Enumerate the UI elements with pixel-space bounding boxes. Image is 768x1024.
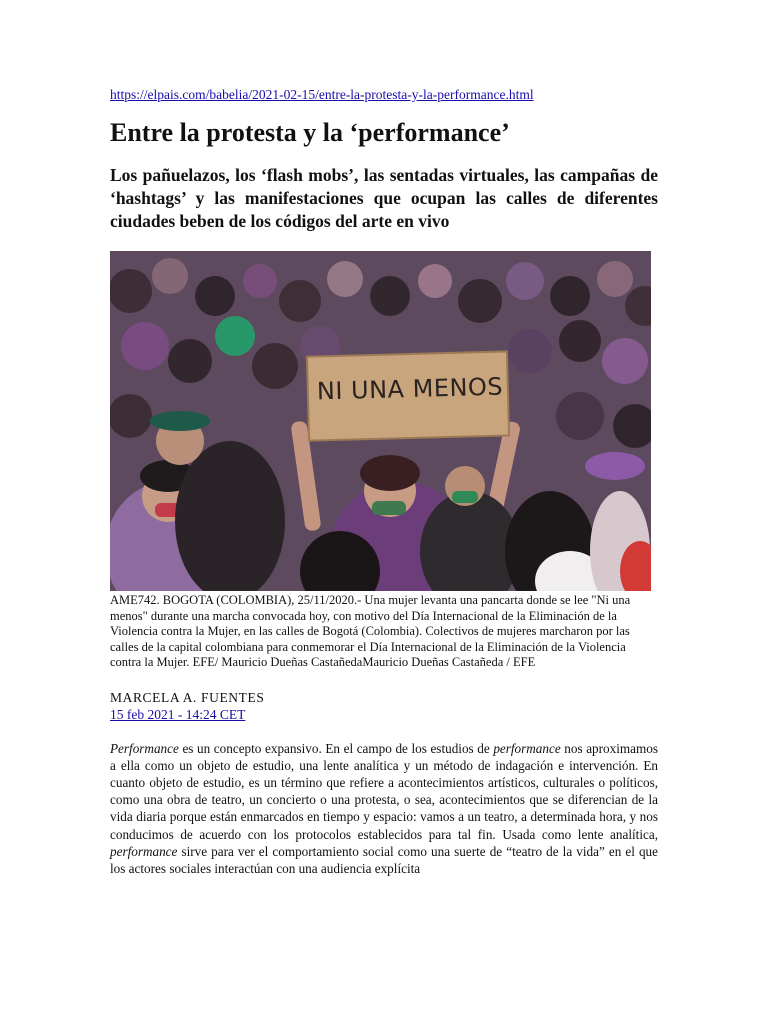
- sign-text: NI UNA MENOS: [316, 372, 504, 406]
- body-emphasis: performance: [110, 843, 178, 859]
- photo-caption: AME742. BOGOTA (COLOMBIA), 25/11/2020.- Una mujer levanta una pancarta donde se lee "Ni una menos" durante una marcha convocada hoy, con motivo del Día Internacional de la Eliminación de la Violencia contra la Mujer, en las calles de Bogotá (Colombia). Colectivos de mujeres marcharon por las calles de la capital colombiana para conmemorar el Día Internacional de la Eliminación de la Violencia contra la Mujer. EFE/ Mauricio Dueñas CastañedaMauricio Dueñas Castañeda / EFE: [110, 593, 631, 669]
- source-url-link[interactable]: https://elpais.com/babelia/2021-02-15/entre-la-protesta-y-la-performance.html: [110, 87, 534, 102]
- article-body-paragraph: [110, 740, 658, 878]
- body-text-segment: es un concepto expansivo. En el campo de los estudios de: [178, 740, 494, 756]
- body-text-segment: nos aproximamos a ella como un objeto de estudio, una lente analítica y un método de indagación e intervención. En cuanto objeto de estudio, es un término que refiere a acontecimientos artísticos, culturales o políticos, como una obra de teatro, un concierto o una protesta, o sea, acontecimientos que se diferencian de la vida diaria porque están enmarcados en tiempo y espacio: vamos a un teatro, a determinada hora, y nos conducimos de acuerdo con los protocolos establecidos para tal fin. Usada como lente analítica,: [110, 740, 658, 842]
- body-emphasis: performance: [493, 740, 561, 756]
- protest-crowd-image: [110, 251, 651, 591]
- author-name: MARCELA A. FUENTES: [110, 689, 265, 705]
- article-title: Entre la protesta y la ‘performance’: [110, 118, 510, 147]
- article-subtitle: Los pañuelazos, los ‘flash mobs’, las sentadas virtuales, las campañas de ‘hashtags’ y las manifestaciones que ocupan las calles de diferentes ciudades beben de los códigos del arte en vivo: [110, 165, 658, 231]
- publish-date-link[interactable]: 15 feb 2021 - 14:24 CET: [110, 706, 246, 722]
- body-text-segment: sirve para ver el comportamiento social como una suerte de “teatro de la vida” en el que los actores sociales interactúan con una audiencia explícita: [110, 843, 658, 876]
- body-emphasis: Performance: [110, 740, 179, 756]
- protest-photo: [110, 251, 651, 591]
- article: [110, 86, 658, 877]
